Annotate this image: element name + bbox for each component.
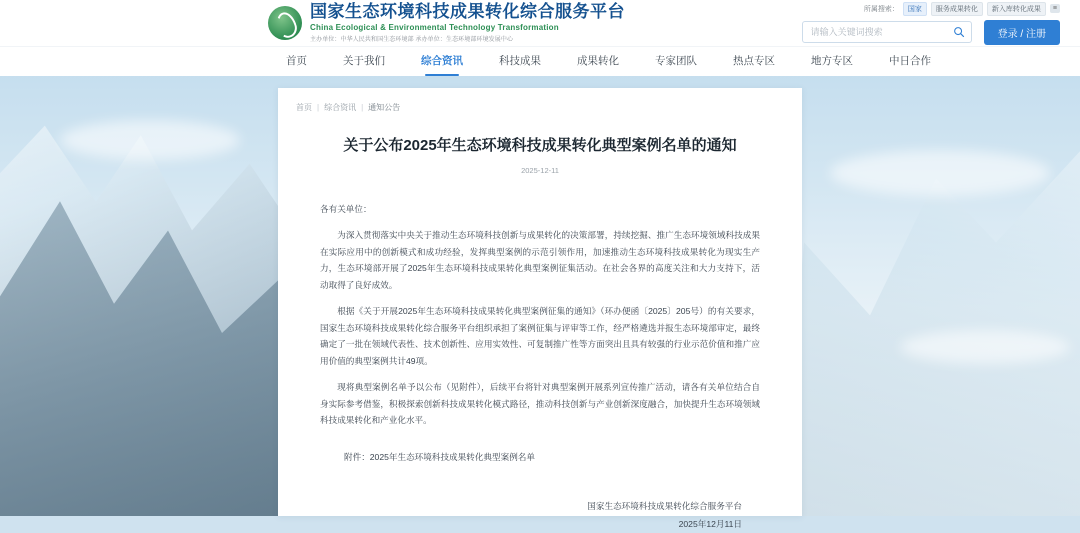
quick-filter-chip-3[interactable]: 新入库转化成果 xyxy=(987,2,1046,16)
publish-date: 2025-12-11 xyxy=(521,166,559,175)
site-title-sub: 主办单位：中华人民共和国生态环境部 承办单位：生态环境部环境发展中心 xyxy=(310,36,514,43)
breadcrumb-separator: | xyxy=(361,103,364,112)
signature-block xyxy=(320,497,760,533)
cloud-shape xyxy=(830,150,1050,196)
article-paragraph-3: 现将典型案例名单予以公布（见附件），后续平台将针对典型案例开展系列宣传推广活动，请各有关单位结合自身实际参考借鉴，积极探索创新科技成果转化模式路径，推动科技创新与产业创新深度融合，加快提升生态环境领域科技成果转化和产业化水平。 xyxy=(320,381,760,426)
breadcrumb-item-home[interactable]: 首页 xyxy=(296,103,312,112)
attachment-link[interactable]: 附件：2025年生态环境科技成果转化典型案例名单 xyxy=(344,452,535,462)
breadcrumb xyxy=(278,88,802,113)
cloud-shape xyxy=(900,330,1070,364)
nav-items xyxy=(268,47,949,76)
nav-item-about[interactable]: 关于我们 xyxy=(343,55,385,67)
header-right-group xyxy=(802,2,1060,45)
page-title: 关于公布2025年生态环境科技成果转化典型案例名单的通知 xyxy=(343,137,737,154)
nav-item-home[interactable]: 首页 xyxy=(286,55,307,67)
article-card xyxy=(278,88,802,530)
quick-filter-row xyxy=(864,2,1060,16)
breadcrumb-item-news[interactable]: 综合资讯 xyxy=(324,103,357,112)
nav-item-local-zone[interactable]: 地方专区 xyxy=(811,55,853,67)
login-register-button[interactable]: 登录 / 注册 xyxy=(984,20,1060,45)
leaf-circle-logo-icon xyxy=(268,6,302,40)
nav-item-news[interactable]: 综合资讯 xyxy=(403,47,481,76)
article-body xyxy=(320,201,760,533)
site-title-cn: 国家生态环境科技成果转化综合服务平台 xyxy=(310,2,625,22)
breadcrumb-separator: | xyxy=(317,103,320,112)
article-paragraph-1: 为深入贯彻落实中央关于推动生态环境科技创新与成果转化的决策部署，持续挖掘、推广生态环境领域科技成果在实际应用中的创新模式和成功经验，发挥典型案例的示范引领作用，加速推动生态环境科技成果转化为现实生产力，生态环境部开展了2025年生态环境科技成果转化典型案例征集活动。在社会各界的高度关注和大力支持下，活动取得了良好成效。 xyxy=(320,229,760,290)
quick-filter-more-button[interactable]: ≡ xyxy=(1050,4,1060,13)
quick-filter-chip-2[interactable]: 服务成果转化 xyxy=(931,2,983,16)
nav-item-hot-zone[interactable]: 热点专区 xyxy=(733,55,775,67)
article-paragraph-salutation: 各有关单位： xyxy=(320,204,372,214)
signature-date: 2025年12月11日 xyxy=(678,519,742,530)
site-header xyxy=(0,0,1080,46)
article-paragraph-2: 根据《关于开展2025年生态环境科技成果转化典型案例征集的通知》（环办便函〔2025〕205号）的有关要求，国家生态环境科技成果转化综合服务平台组织承担了案例征集与评审等工作，经严格遴选并报生态环境部审定，最终确定了一批在领域代表性、技术创新性、应用实效性、可复制推广性等方面突出且具有较强的行业示范价值和推广应用价值的典型案例共计49项。 xyxy=(320,305,760,366)
nav-item-transformation[interactable]: 成果转化 xyxy=(577,55,619,67)
nav-item-achievements[interactable]: 科技成果 xyxy=(499,55,541,67)
quick-filter-label: 所属搜索： xyxy=(863,5,899,13)
search-input[interactable] xyxy=(809,26,953,38)
search-row xyxy=(802,20,1060,45)
breadcrumb-item-announcement[interactable]: 通知公告 xyxy=(368,103,401,112)
main-navigation xyxy=(0,46,1080,76)
site-logo[interactable] xyxy=(268,3,625,43)
quick-filter-chip-1[interactable]: 国家 xyxy=(903,2,927,16)
cloud-shape xyxy=(60,120,240,160)
mountain-shape-right xyxy=(780,60,1080,516)
search-box[interactable] xyxy=(802,21,972,43)
signature-organization: 国家生态环境科技成果转化综合服务平台 xyxy=(587,501,742,511)
nav-item-china-japan[interactable]: 中日合作 xyxy=(889,55,931,67)
search-icon[interactable] xyxy=(953,26,965,38)
nav-item-experts[interactable]: 专家团队 xyxy=(655,55,697,67)
site-title-en: China Ecological & Environmental Technology Transformation xyxy=(310,22,559,32)
